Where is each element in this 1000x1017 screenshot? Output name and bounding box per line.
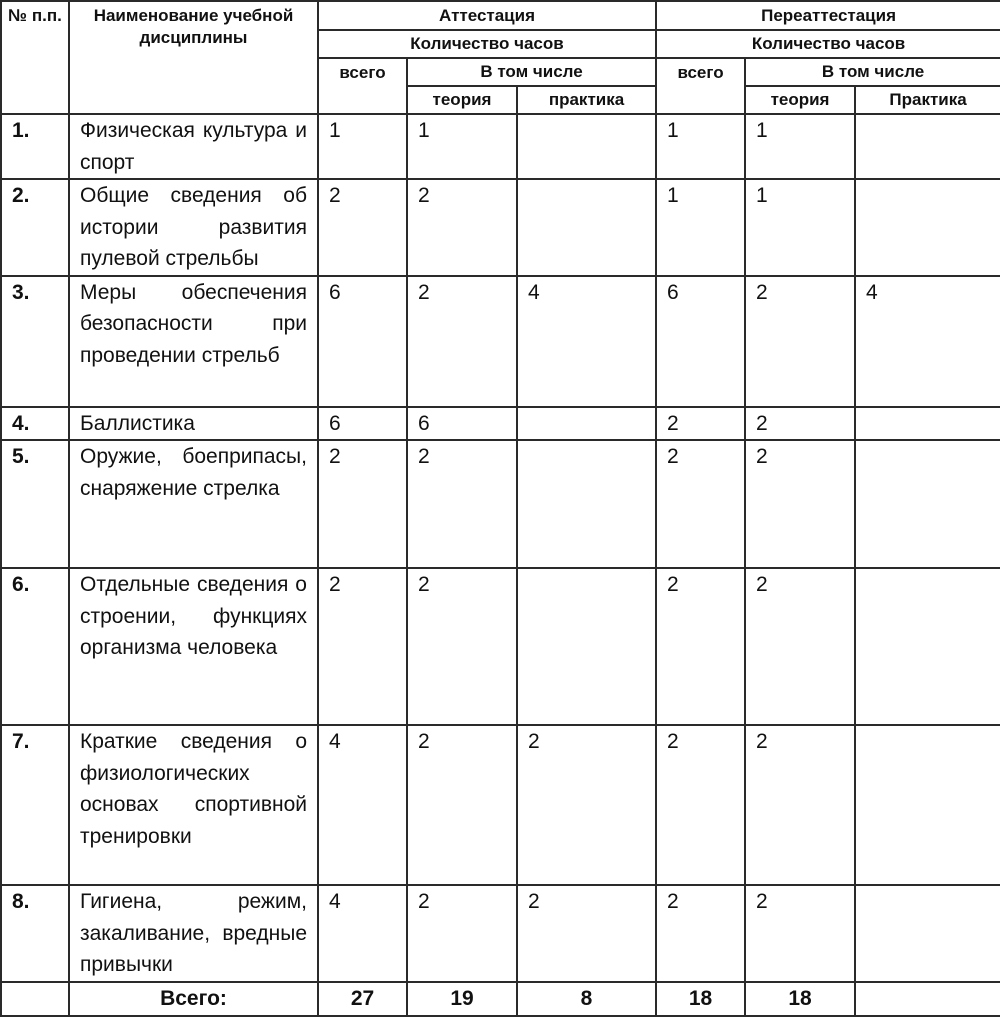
header-including-attestation: В том числе: [407, 58, 656, 86]
reattestation-total: 2: [656, 568, 745, 725]
reattestation-total: 2: [656, 885, 745, 982]
reattestation-practice: [855, 114, 1000, 179]
reattestation-total: 6: [656, 276, 745, 407]
attestation-total: 4: [318, 725, 407, 885]
totals-reattestation-total: 18: [656, 982, 745, 1016]
reattestation-total: 1: [656, 179, 745, 276]
attestation-theory: 1: [407, 114, 517, 179]
attestation-practice: 2: [517, 885, 656, 982]
row-number: 1.: [1, 114, 69, 179]
reattestation-theory: 1: [745, 179, 855, 276]
reattestation-practice: [855, 440, 1000, 568]
reattestation-practice: [855, 179, 1000, 276]
attestation-total: 2: [318, 568, 407, 725]
header-practice-reattestation: Практика: [855, 86, 1000, 114]
attestation-practice: 4: [517, 276, 656, 407]
attestation-theory: 2: [407, 276, 517, 407]
header-hours-reattestation: Количество часов: [656, 30, 1000, 58]
table-row: [1, 276, 1000, 407]
attestation-total: 2: [318, 440, 407, 568]
attestation-practice: [517, 179, 656, 276]
reattestation-theory: 2: [745, 276, 855, 407]
header-attestation: Аттестация: [318, 1, 656, 30]
attestation-theory: 2: [407, 179, 517, 276]
reattestation-total: 2: [656, 440, 745, 568]
reattestation-practice: [855, 407, 1000, 441]
reattestation-theory: 2: [745, 407, 855, 441]
row-number: 4.: [1, 407, 69, 441]
row-number: 5.: [1, 440, 69, 568]
header-num: № п.п.: [1, 1, 69, 114]
row-number: 8.: [1, 885, 69, 982]
header-hours-attestation: Количество часов: [318, 30, 656, 58]
totals-attestation-theory: 19: [407, 982, 517, 1016]
attestation-theory: 2: [407, 885, 517, 982]
attestation-practice: [517, 440, 656, 568]
attestation-total: 1: [318, 114, 407, 179]
reattestation-theory: 1: [745, 114, 855, 179]
header-discipline-name: Наименование учебной дисциплины: [69, 1, 318, 114]
attestation-total: 6: [318, 276, 407, 407]
discipline-name: Физическая культура и спорт: [69, 114, 318, 179]
reattestation-theory: 2: [745, 568, 855, 725]
attestation-theory: 6: [407, 407, 517, 441]
discipline-name: Гигиена, режим, закаливание, вредные привычки: [69, 885, 318, 982]
discipline-name: Оружие, боеприпасы, снаряжение стрелка: [69, 440, 318, 568]
reattestation-practice: 4: [855, 276, 1000, 407]
header-theory-reattestation: теория: [745, 86, 855, 114]
header-including-reattestation: В том числе: [745, 58, 1000, 86]
attestation-total: 6: [318, 407, 407, 441]
discipline-name: Меры обеспечения безопасности при проведении стрельб: [69, 276, 318, 407]
attestation-total: 2: [318, 179, 407, 276]
attestation-total: 4: [318, 885, 407, 982]
header-practice-attestation: практика: [517, 86, 656, 114]
totals-attestation-practice: 8: [517, 982, 656, 1016]
reattestation-theory: 2: [745, 885, 855, 982]
row-number: 6.: [1, 568, 69, 725]
header-total-attestation: всего: [318, 58, 407, 114]
discipline-name: Краткие сведения о физиологических основах спортивной тренировки: [69, 725, 318, 885]
attestation-practice: 2: [517, 725, 656, 885]
header-total-reattestation: всего: [656, 58, 745, 114]
table-row: [1, 407, 1000, 441]
totals-label: Всего:: [69, 982, 318, 1016]
totals-attestation-total: 27: [318, 982, 407, 1016]
reattestation-total: 1: [656, 114, 745, 179]
table-row: [1, 725, 1000, 885]
totals-reattestation-practice: [855, 982, 1000, 1016]
table-row: [1, 440, 1000, 568]
row-number: 3.: [1, 276, 69, 407]
header-reattestation: Переаттестация: [656, 1, 1000, 30]
table-row: [1, 114, 1000, 179]
attestation-practice: [517, 407, 656, 441]
reattestation-practice: [855, 885, 1000, 982]
row-number: 2.: [1, 179, 69, 276]
discipline-name: Отдельные сведения о строении, функциях организма человека: [69, 568, 318, 725]
table-row: [1, 568, 1000, 725]
attestation-theory: 2: [407, 568, 517, 725]
reattestation-theory: 2: [745, 440, 855, 568]
attestation-practice: [517, 114, 656, 179]
totals-reattestation-theory: 18: [745, 982, 855, 1016]
reattestation-practice: [855, 725, 1000, 885]
attestation-practice: [517, 568, 656, 725]
totals-empty-cell: [1, 982, 69, 1016]
header-theory-attestation: теория: [407, 86, 517, 114]
reattestation-theory: 2: [745, 725, 855, 885]
discipline-name: Баллистика: [69, 407, 318, 441]
totals-row: [1, 982, 1000, 1016]
discipline-name: Общие сведения об истории развития пулевой стрельбы: [69, 179, 318, 276]
attestation-theory: 2: [407, 440, 517, 568]
table-row: [1, 885, 1000, 982]
table-row: [1, 179, 1000, 276]
attestation-theory: 2: [407, 725, 517, 885]
reattestation-practice: [855, 568, 1000, 725]
reattestation-total: 2: [656, 407, 745, 441]
row-number: 7.: [1, 725, 69, 885]
reattestation-total: 2: [656, 725, 745, 885]
